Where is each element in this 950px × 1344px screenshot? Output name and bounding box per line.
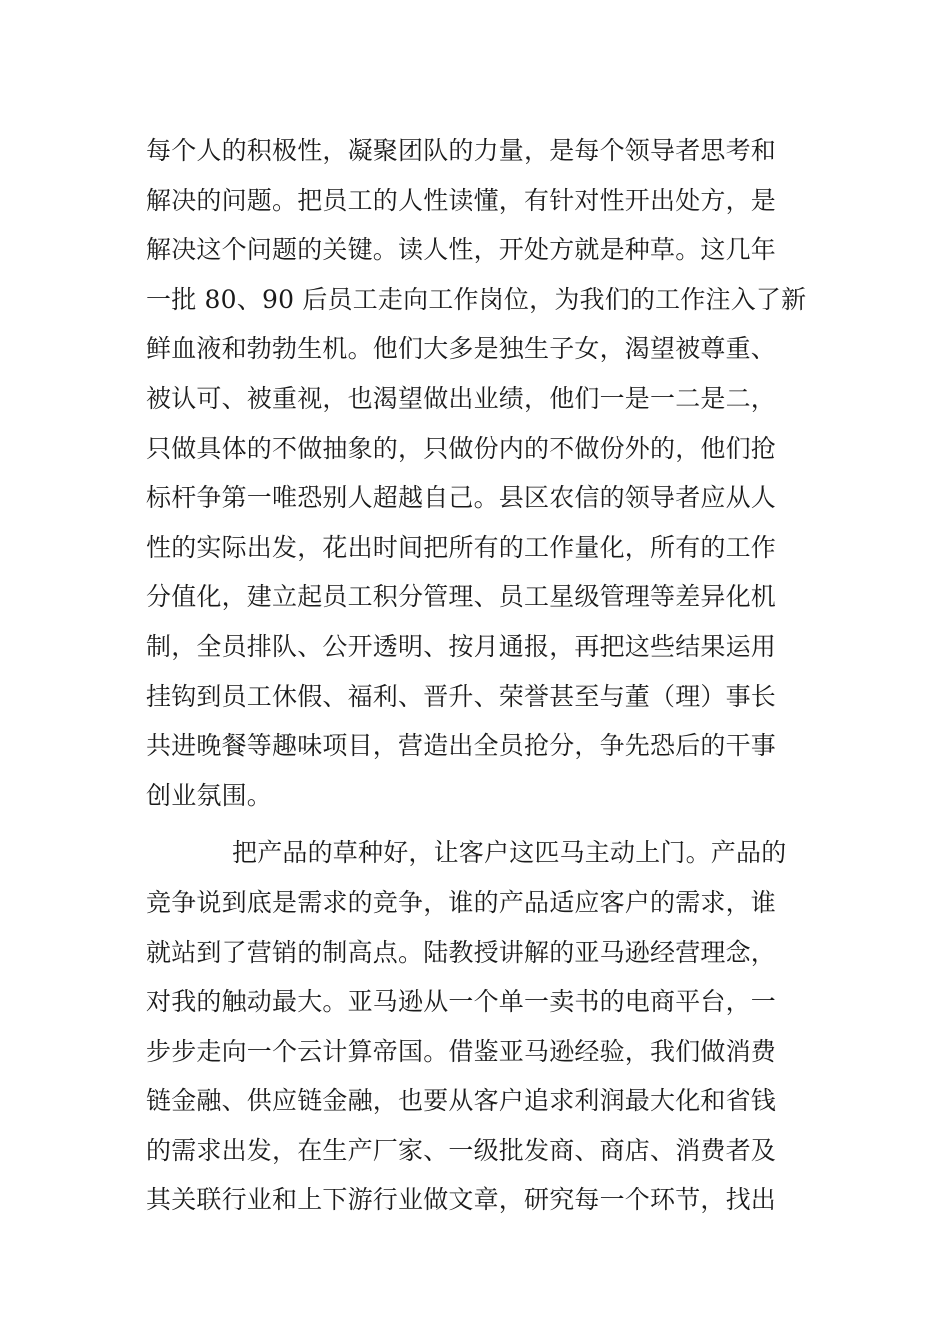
text-line: 其关联行业和上下游行业做文章，研究每一个环节，找出 [146,1185,777,1215]
text-line: 一批 80、90 后员工走向工作岗位，为我们的工作注入了新 [146,284,807,314]
paragraph-spacer [146,820,808,828]
text-line: 被认可、被重视，也渴望做出业绩，他们一是一二是二， [146,383,777,413]
paragraph-1 [146,126,808,820]
text-line: 每个人的积极性，凝聚团队的力量，是每个领导者思考和 [146,136,777,165]
text-line: 竞争说到底是需求的竞争，谁的产品适应客户的需求，谁 [146,887,777,917]
text-line: 的需求出发，在生产厂家、一级批发商、商店、消费者及 [146,1135,777,1165]
text-line: 链金融、供应链金融，也要从客户追求利润最大化和省钱 [146,1086,777,1116]
text-line: 解决的问题。把员工的人性读懂，有针对性开出处方，是 [146,185,777,215]
text-line: 性的实际出发，花出时间把所有的工作量化，所有的工作 [146,532,777,562]
text-line-indented: 把产品的草种好，让客户这匹马主动上门。产品的 [232,838,787,868]
text-line: 标杆争第一唯恐别人超越自己。县区农信的领导者应从人 [146,483,777,513]
text-line: 对我的触动最大。亚马逊从一个单一卖书的电商平台，一 [146,987,777,1017]
text-line: 步步走向一个云计算帝国。借鉴亚马逊经验，我们做消费 [146,1036,777,1066]
text-line: 分值化，建立起员工积分管理、员工星级管理等差异化机 [146,582,777,612]
text-line: 只做具体的不做抽象的，只做份内的不做份外的，他们抢 [146,433,777,463]
text-line: 共进晚餐等趣味项目，营造出全员抢分，争先恐后的干事 [146,731,777,761]
paragraph-2 [146,828,808,1225]
body-text [146,126,808,1225]
text-line: 解决这个问题的关键。读人性，开处方就是种草。这几年 [146,235,777,265]
text-line: 就站到了营销的制高点。陆教授讲解的亚马逊经营理念， [146,937,777,967]
text-line: 制，全员排队、公开透明、按月通报，再把这些结果运用 [146,631,777,661]
text-line: 创业氛围。 [146,780,273,810]
text-line: 挂钩到员工休假、福利、晋升、荣誉甚至与董（理）事长 [146,681,777,711]
text-line: 鲜血液和勃勃生机。他们大多是独生子女，渴望被尊重、 [146,334,777,364]
